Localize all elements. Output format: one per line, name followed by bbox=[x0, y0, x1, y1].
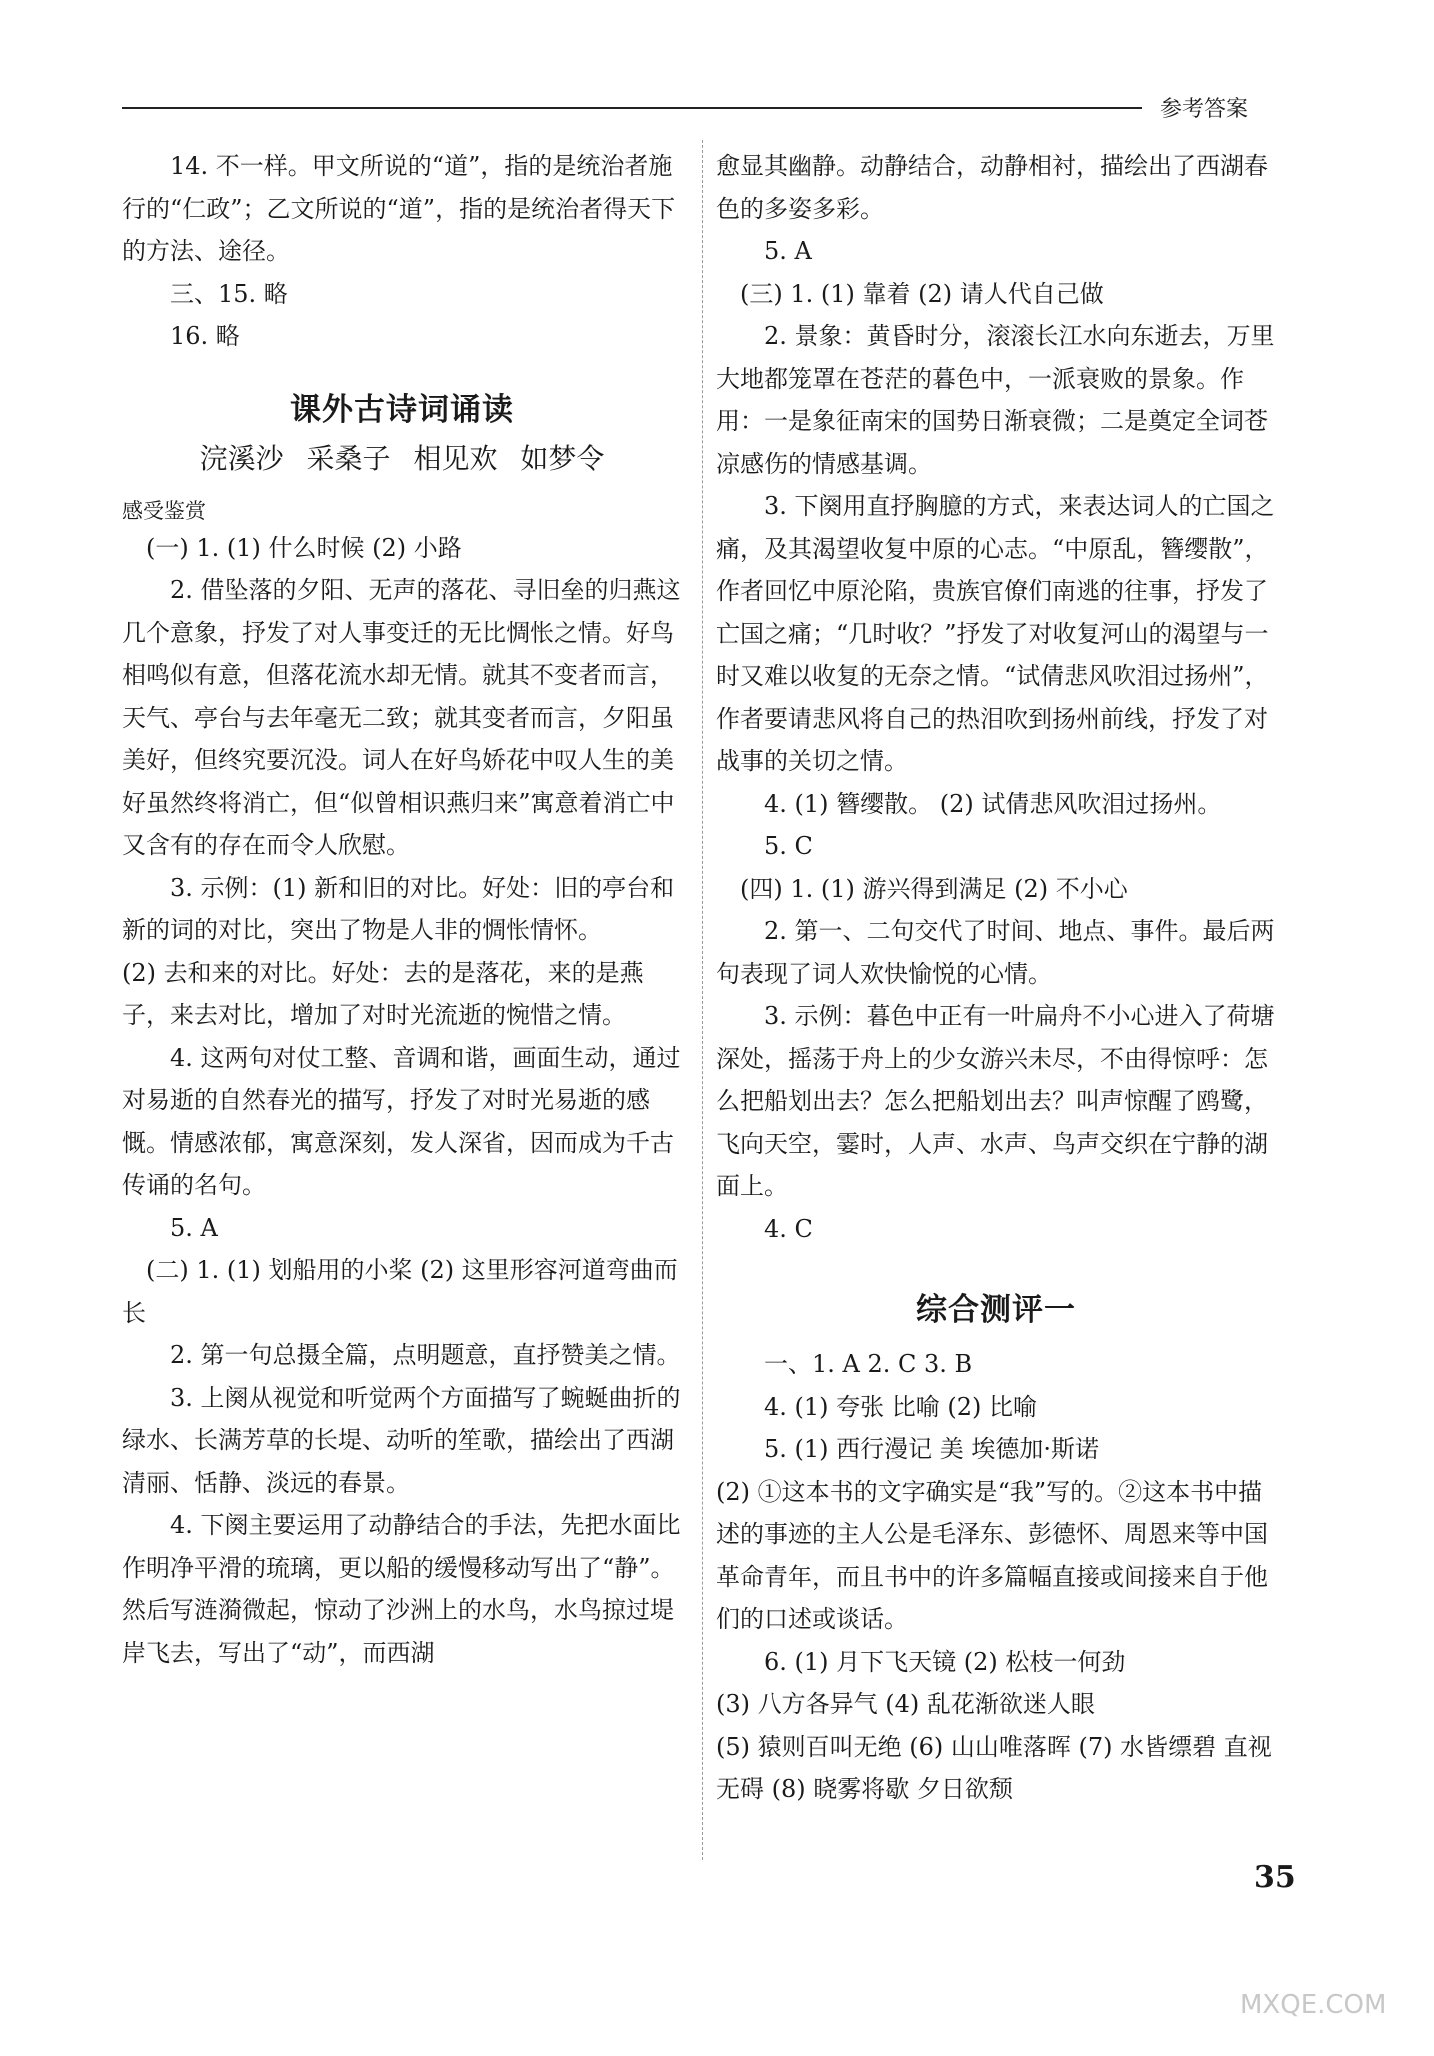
header-rule bbox=[122, 107, 1142, 109]
page-number: 35 bbox=[1254, 1860, 1296, 1895]
answer-line: 3. 示例：(1) 新和旧的对比。好处：旧的亭台和新的词的对比，突出了物是人非的惆怅情怀。 bbox=[122, 873, 675, 944]
section-title-test: 综合测评一 bbox=[916, 1292, 1076, 1328]
answer-line: 4. (1) 簪缨散。 (2) 试倩悲风吹泪过扬州。 bbox=[764, 789, 1222, 818]
answer-line: (一) 1. (1) 什么时候 (2) 小路 bbox=[146, 533, 462, 562]
answer-line: 3. 下阕用直抒胸臆的方式，来表达词人的亡国之痛，及其渴望收复中原的心志。“中原乱，簪缨散”，作者回忆中原沦陷，贵族官僚们南逃的往事，抒发了亡国之痛；“几时收？”抒发了对收复河山的渴望与一时又难以收复的无奈之情。“试倩悲风吹泪过扬州”，作者要请悲风将自己的热泪吹到扬州前线，抒发了对战事的关切之情。 bbox=[716, 492, 1275, 775]
answer-14: 14. 不一样。甲文所说的“道”，指的是统治者施行的“仁政”；乙文所说的“道”，指的是统治者得天下的方法、途径。 bbox=[122, 152, 676, 265]
poems-line: 浣溪沙 采桑子 相见欢 如梦令 bbox=[199, 441, 605, 475]
answer-line: 2. 第一、二句交代了时间、地点、事件。最后两句表现了词人欢快愉悦的心情。 bbox=[716, 917, 1275, 988]
answer-line: (二) 1. (1) 划船用的小桨 (2) 这里形容河道弯曲而长 bbox=[122, 1256, 678, 1327]
answer-line: 5. (1) 西行漫记 美 埃德加·斯诺 bbox=[764, 1435, 1100, 1463]
column-divider bbox=[702, 140, 703, 1860]
answer-line: 2. 第一句总摄全篇，点明题意，直抒赞美之情。 bbox=[170, 1341, 681, 1369]
section-title-poetry: 课外古诗词诵读 bbox=[290, 391, 514, 428]
left-column bbox=[122, 145, 682, 1674]
answer-line: 一、1. A 2. C 3. B bbox=[764, 1350, 973, 1378]
answer-15: 三、15. 略 bbox=[170, 279, 288, 308]
answer-line: (三) 1. (1) 靠着 (2) 请人代自己做 bbox=[740, 279, 1104, 308]
watermark-text: MXQE.COM bbox=[1240, 1990, 1387, 2020]
answer-line: (2) 去和来的对比。好处：去的是落花，来的是燕子，来去对比，增加了对时光流逝的惋惜之情。 bbox=[122, 958, 644, 1029]
answer-line: 2. 景象：黄昏时分，滚滚长江水向东逝去，万里大地都笼罩在苍茫的暮色中，一派衰败的景象。作用：一是象征南宋的国势日渐衰微；二是奠定全词苍凉感伤的情感基调。 bbox=[716, 322, 1275, 478]
answer-line: 5. A bbox=[170, 1213, 218, 1242]
answer-line: 4. 这两句对仗工整、音调和谐，画面生动，通过对易逝的自然春光的描写，抒发了对时光易逝的感慨。情感浓郁，寓意深刻，发人深省，因而成为千古传诵的名句。 bbox=[122, 1043, 681, 1199]
answer-16: 16. 略 bbox=[170, 322, 240, 350]
answer-line: 4. C bbox=[764, 1214, 813, 1243]
answer-line: (四) 1. (1) 游兴得到满足 (2) 不小心 bbox=[740, 874, 1128, 903]
answer-line: 2. 借坠落的夕阳、无声的落花、寻旧垒的归燕这几个意象，抒发了对人事变迁的无比惆怅之情。好鸟相鸣似有意，但落花流水却无情。就其不变者而言，天气、亭台与去年毫无二致；就其变者而言，夕阳虽美好，但终究要沉没。词人在好鸟娇花中叹人生的美好虽然终将消亡，但“似曾相识燕归来”寓意着消亡中又含有的存在而令人欣慰。 bbox=[122, 576, 681, 859]
answer-line: 4. 下阕主要运用了动静结合的手法，先把水面比作明净平滑的琉璃，更以船的缓慢移动写出了“静”。然后写涟漪微起，惊动了沙洲上的水鸟，水鸟掠过堤岸飞去，写出了“动”，而西湖 bbox=[122, 1511, 681, 1667]
right-column bbox=[716, 145, 1276, 1811]
answer-line: 3. 示例：暮色中正有一叶扁舟不小心进入了荷塘深处，摇荡于舟上的少女游兴未尽，不由得惊呼：怎么把船划出去？怎么把船划出去？叫声惊醒了鸥鹭，飞向天空，霎时，人声、水声、鸟声交织在宁静的湖面上。 bbox=[716, 1002, 1275, 1200]
answer-line: (3) 八方各异气 (4) 乱花渐欲迷人眼 bbox=[716, 1690, 1095, 1718]
answer-line: 4. (1) 夸张 比喻 (2) 比喻 bbox=[764, 1392, 1038, 1421]
answer-line: 愈显其幽静。动静结合，动静相衬，描绘出了西湖春色的多姿多彩。 bbox=[716, 152, 1268, 223]
answer-line: 5. C bbox=[764, 832, 813, 860]
header-label: 参考答案 bbox=[1160, 97, 1249, 122]
answer-line: 3. 上阕从视觉和听觉两个方面描写了蜿蜒曲折的绿水、长满芳草的长堤、动听的笙歌，描绘出了西湖清丽、恬静、淡远的春景。 bbox=[122, 1383, 681, 1497]
answer-line: 5. A bbox=[764, 237, 812, 265]
sub-heading: 感受鉴赏 bbox=[122, 498, 206, 523]
answer-line: (2) ①这本书的文字确实是“我”写的。②这本书中描述的事迹的主人公是毛泽东、彭德怀、周恩来等中国革命青年，而且书中的许多篇幅直接或间接来自于他们的口述或谈话。 bbox=[716, 1477, 1268, 1633]
answer-line: 6. (1) 月下飞天镜 (2) 松枝一何劲 bbox=[764, 1647, 1126, 1676]
answer-line: (5) 猿则百叫无绝 (6) 山山唯落晖 (7) 水皆缥碧 直视无碍 (8) 晓雾将歇 夕日欲颓 bbox=[716, 1732, 1272, 1803]
